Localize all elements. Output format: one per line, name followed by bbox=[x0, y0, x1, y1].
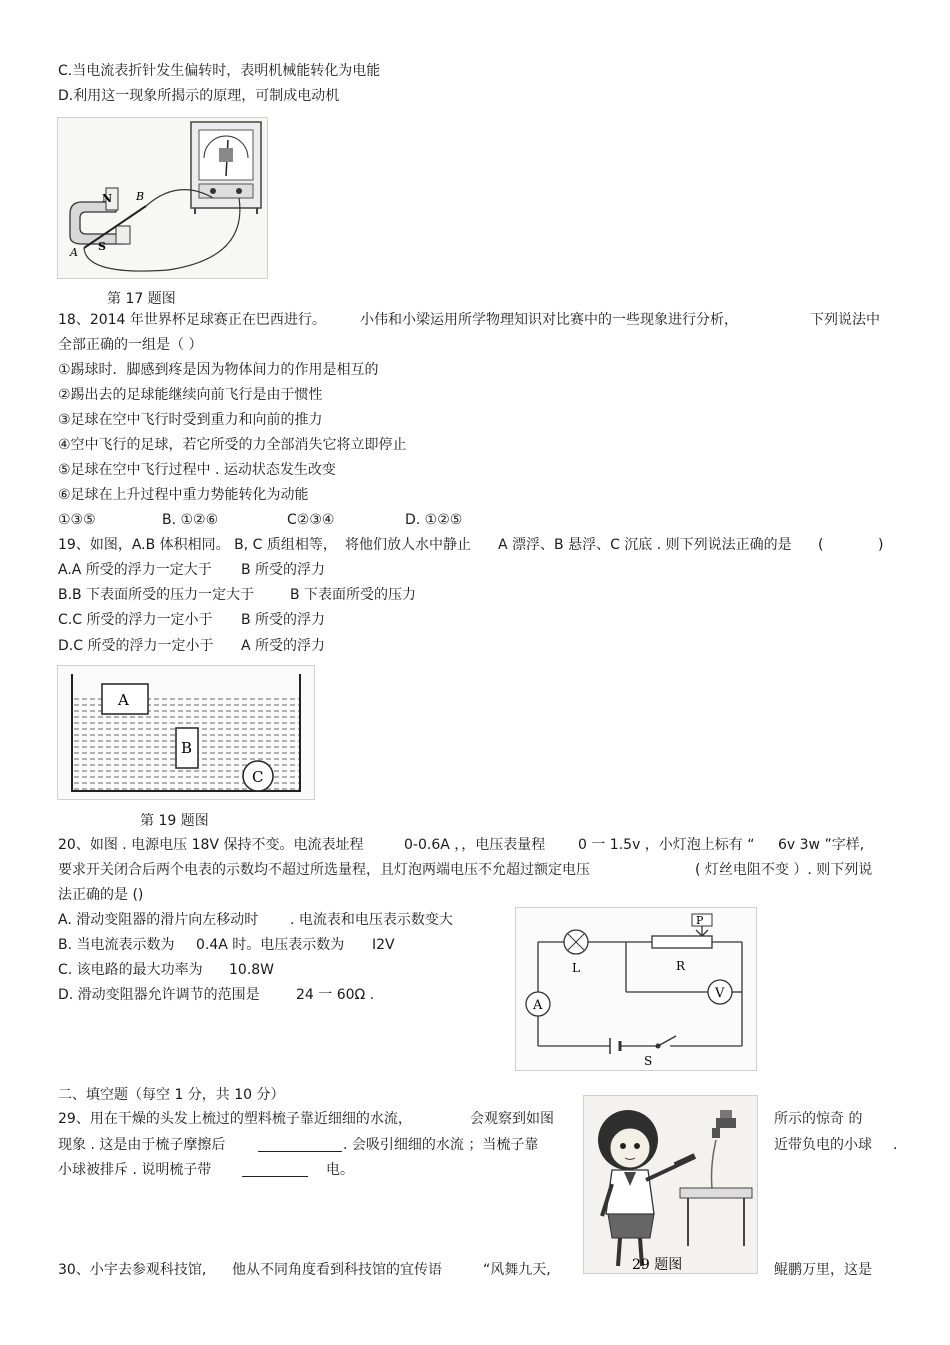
q19-stem-part3: A 漂浮、B 悬浮、C 沉底 . 则下列说法正确的是 bbox=[498, 537, 792, 553]
q18-item-6: ⑥足球在上升过程中重力势能转化为动能 bbox=[58, 487, 309, 503]
q20-label-l: L bbox=[572, 961, 580, 975]
q17-option-d: D.利用这一现象所揭示的原理，可制成电动机 bbox=[58, 88, 340, 104]
q20-option-c: C. 该电路的最大功率为 bbox=[58, 962, 203, 978]
q19-option-d: D.C 所受的浮力一定小于 bbox=[58, 638, 214, 654]
q19-option-b: B.B 下表面所受的压力一定大于 bbox=[58, 587, 255, 603]
q18-option-c: C②③④ bbox=[287, 512, 335, 528]
q19-label-b: B bbox=[181, 739, 193, 757]
q19-figure-caption: 第 19 题图 bbox=[140, 813, 209, 829]
q29-figure bbox=[583, 1095, 758, 1274]
q20-stem-line3: 法正确的是 () bbox=[58, 887, 144, 903]
q29-line2-part3: 近带负电的小球 bbox=[774, 1137, 872, 1153]
q30-part2: 他从不同角度看到科技馆的宜传语 bbox=[232, 1262, 442, 1278]
q29-line3-part2: 电。 bbox=[326, 1162, 354, 1178]
q20-label-ammeter: A bbox=[533, 998, 543, 1013]
q19-stem-bracket-open: ( bbox=[818, 537, 824, 553]
q17-figure-caption: 第 17 题图 bbox=[107, 291, 176, 307]
q18-stem-part2: 小伟和小梁运用所学物理知识对比赛中的一些现象进行分析， bbox=[360, 312, 738, 328]
q20-option-c-tail: 10.8W bbox=[229, 962, 275, 978]
q19-stem-part1: 19、如图，A.B 体积相同。 B, C 质组相等， bbox=[58, 537, 337, 553]
q19-option-a: A.A 所受的浮力一定大于 bbox=[58, 562, 212, 578]
q19-stem-part2: 将他们放人水中静止 bbox=[345, 537, 471, 553]
q19-stem-bracket-close: ) bbox=[878, 537, 884, 553]
q18-option-b: B. ①②⑥ bbox=[162, 512, 219, 528]
q29-line2-part2: . 会吸引细细的水流 ；当梳子靠 bbox=[343, 1137, 539, 1153]
q19-figure bbox=[57, 665, 315, 800]
q20-stem-part3: 0 一 1.5v ，小灯泡上标有 “ bbox=[578, 837, 755, 853]
section-2-title: 二、填空题（每空 1 分，共 10 分） bbox=[58, 1087, 285, 1103]
q29-blank-2[interactable] bbox=[242, 1176, 308, 1177]
q29-line3-part1: 小球被排斥 . 说明梳子带 bbox=[58, 1162, 212, 1178]
q18-stem-part3: 下列说法中 bbox=[810, 312, 880, 328]
q17-label-s: S bbox=[98, 240, 106, 253]
q19-option-c-tail: B 所受的浮力 bbox=[241, 612, 326, 628]
q20-stem-part4: 6v 3w ”字样, bbox=[778, 837, 865, 853]
q20-option-d: D. 滑动变阻器允许调节的范围是 bbox=[58, 987, 260, 1003]
q18-stem-part1: 18、2014 年世界杯足球赛正在巴西进行。 bbox=[58, 312, 326, 328]
q30-part3: “风舞九天, bbox=[483, 1262, 551, 1278]
q17-label-b: B bbox=[136, 190, 145, 203]
q20-option-a-tail: . 电流表和电压表示数变大 bbox=[290, 912, 453, 928]
q20-stem-line2: 要求开关闭合后两个电表的示数均不超过所选量程，且灯泡两端电压不允超过额定电压 bbox=[58, 862, 590, 878]
q18-option-a: ①③⑤ bbox=[58, 512, 96, 528]
q19-option-d-tail: A 所受的浮力 bbox=[241, 638, 326, 654]
q18-item-5: ⑤足球在空中飞行过程中 . 运动状态发生改变 bbox=[58, 462, 336, 478]
q17-figure bbox=[57, 117, 268, 279]
q20-option-b-tail: I2V bbox=[372, 937, 395, 953]
q30-part4: 鲲鹏万里，这是 bbox=[774, 1262, 872, 1278]
q20-stem-line2-tail: ( 灯丝电阻不变 ）. 则下列说 bbox=[695, 862, 873, 878]
q17-label-a: A bbox=[70, 246, 78, 259]
q29-line1-part2: 会观察到如图 bbox=[470, 1111, 554, 1127]
q29-line1-part3: 所示的惊奇 的 bbox=[774, 1111, 863, 1127]
q20-option-b: B. 当电流表示数为 bbox=[58, 937, 175, 953]
q29-blank-1[interactable] bbox=[258, 1151, 342, 1152]
q29-line2-part4: . bbox=[893, 1137, 898, 1153]
q20-option-d-tail: 24 一 60Ω . bbox=[296, 987, 375, 1003]
q18-stem-line2: 全部正确的一组是（ ） bbox=[58, 337, 203, 353]
q20-option-a: A. 滑动变阻器的滑片向左移动时 bbox=[58, 912, 259, 928]
q20-option-b-mid: 0.4A 时。电压表示数为 bbox=[196, 937, 345, 953]
q17-label-n: N bbox=[102, 192, 113, 205]
q17-option-c: C.当电流表折针发生偏转时，表明机械能转化为电能 bbox=[58, 63, 381, 79]
q20-label-switch: S bbox=[644, 1054, 653, 1068]
q29-line2-part1: 现象 . 这是由于梳子摩擦后 bbox=[58, 1137, 226, 1153]
q20-label-voltmeter: V bbox=[715, 986, 725, 1001]
q19-label-c: C bbox=[252, 768, 264, 786]
q18-item-3: ③足球在空中飞行时受到重力和向前的推力 bbox=[58, 412, 323, 428]
q19-option-c: C.C 所受的浮力一定小于 bbox=[58, 612, 213, 628]
q29-line1-part1: 29、用在干燥的头发上梳过的塑料梳子靠近细细的水流， bbox=[58, 1111, 412, 1127]
q19-option-b-tail: B 下表面所受的压力 bbox=[290, 587, 417, 603]
q30-part1: 30、小宇去参观科技馆, bbox=[58, 1262, 207, 1278]
q20-stem-part2: 0-0.6A ，，电压表量程 bbox=[404, 837, 546, 853]
q29-figure-caption: 29 题图 bbox=[632, 1257, 683, 1273]
q20-stem-part1: 20、如图 . 电源电压 18V 保持不变。电流表址程 bbox=[58, 837, 364, 853]
q20-circuit-figure bbox=[515, 907, 757, 1071]
q19-label-a: A bbox=[118, 691, 129, 709]
q20-label-p: P bbox=[696, 914, 704, 927]
q18-item-4: ④空中飞行的足球，若它所受的力全部消失它将立即停止 bbox=[58, 437, 407, 453]
q18-item-1: ①踢球时．脚感到疼是因为物体间力的作用是相互的 bbox=[58, 362, 379, 378]
q18-option-d: D. ①②⑤ bbox=[405, 512, 463, 528]
q18-item-2: ②踢出去的足球能继续向前飞行是由于惯性 bbox=[58, 387, 323, 403]
q20-label-r: R bbox=[676, 959, 686, 973]
q19-option-a-tail: B 所受的浮力 bbox=[241, 562, 326, 578]
